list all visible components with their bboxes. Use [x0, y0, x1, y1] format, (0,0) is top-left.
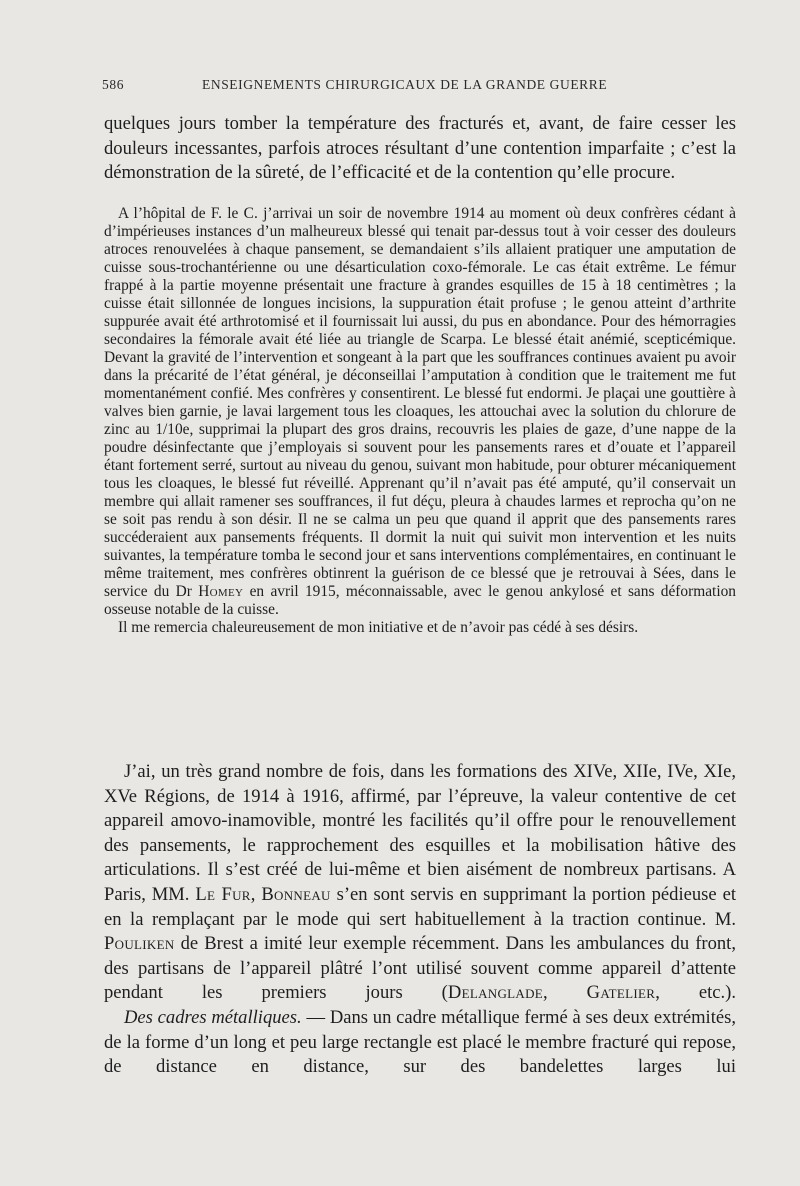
frames-text: — Dans un cadre métallique fermé à ses deux extrémités, de la forme d’un long et peu large rectangle est placé le membre fracturé qui repose, de distance en distance, sur des bandelettes larges lui — [104, 1006, 736, 1078]
sep-1: , — [250, 883, 262, 905]
case-report — [104, 205, 736, 637]
surgeon-lefur: Le Fur — [195, 883, 251, 905]
running-title: ENSEIGNEMENTS CHIRURGICAUX DE LA GRANDE GUERRE — [202, 77, 608, 92]
doctor-name: Homey — [198, 583, 244, 600]
main-text-2: s’en sont servis en supprimant la portion pédieuse et en la remplaçant par le mode qui sert habituellement à la traction continue. M. — [104, 883, 736, 930]
surgeon-bonneau: Bonneau — [261, 883, 331, 905]
case-report-end: en avril 1915, méconnaissable, avec le genou ankylosé et sans déformation osseuse notable de la cuisse. — [104, 583, 736, 618]
surgeon-gatelier: Gatelier — [586, 982, 656, 1004]
sep-2: , — [543, 982, 587, 1004]
paragraph-main — [104, 760, 736, 1080]
case-report-paragraph — [104, 205, 736, 619]
case-report-text: A l’hôpital de F. le C. j’arrivai un soir de novembre 1914 au moment où deux confrères cédant à d’impérieuses instances d’un malheureux blessé qui tenait par-dessus tout à voir cesser des douleurs atroces renouvelées à chaque pansement, se demandaient s’ils allaient pratiquer une amputation de cuisse sous-trochantérienne ou une désarticulation coxo-fémorale. Le cas était extrême. Le fémur frappé à la partie moyenne présentait une fracture à grandes esquilles de 15 à 18 centimètres ; la cuisse était sillonnée de longues incisions, la suppuration était profuse ; le genou atteint d’arthrite suppurée avait été arthrotomisé et il fournissait lui aussi, du pus en abondance. Pour des hémorragies secondaires la fémorale avait été liée au triangle de Scarpa. Le blessé était anémié, scepticémique. Devant la gravité de l’intervention et songeant à la part que les souffrances continues avaient pu avoir dans la précarité de l’état général, je déconseillai l’amputation à condition que le traitement me fut momentanément confié. Mes confrères y consentirent. Le blessé fut endormi. Je plaçai une gouttière à valves bien garnie, je lavai largement tous les cloaques, les attouchai avec la solution du chlorure de zinc au 1/10e, supprimai la plupart des gros drains, recouvris les plaies de gaze, d’une nappe de la poudre désinfectante que j’employais si souvent pour les pansements rares et d’ouate et l’appareil étant fortement serré, surtout au niveau du genou, suivant mon habitude, pour obturer mécaniquement tous les cloaques, le blessé fut réveillé. Apprenant qu’il n’avait pas été amputé, qu’il conservait un membre qui allait ramener ses souffrances, il fut déçu, pleura à chaudes larmes et reprocha qu’on ne se soit pas rendu à son désir. Il ne se calma un peu que quand il apprit que des pansements rares succéderaient aux pansements fréquents. Il dormit la nuit qui suivit mon intervention et les nuits suivantes, la température tomba le second jour et sans interventions complémentaires, en continuant le même traitement, mes confrères obtinrent la guérison de ce blessé que je retrouvai à Sées, dans le service du — [104, 205, 736, 600]
main-text-4: , etc.). — [655, 982, 736, 1004]
surgeon-delanglade: Delanglade — [447, 982, 544, 1004]
case-report-conclusion: Il me remercia chaleureusement de mon initiative et de n’avoir pas cédé à ses désirs. — [118, 619, 639, 636]
page-number: 586 — [102, 77, 125, 92]
main-text-1: J’ai, un très grand nombre de fois, dans les formations des XIVe, XIIe, IVe, XIe, XVe Régions, de 1914 à 1916, affirmé, par l’épreuve, la valeur contentive de cet appareil amovo-inamovible, montré les facilités qu’il offre pour le renouvellement des pansements, le rapprochement des esquilles et la mobilisation hâtive des articulations. Il s’est créé de lui-même et bien aisément de nombreux partisans. A Paris, MM. — [104, 761, 736, 905]
paragraph-top: quelques jours tomber la température des fracturés et, avant, de faire cesser les douleurs incessantes, parfois atroces résultant d’une contention imparfaite ; c’est la démonstration de la sûreté, de l’efficacité et de la contention qu’elle procure. — [104, 113, 736, 184]
doctor-prefix: Dr — [175, 583, 192, 600]
surgeon-pouliken: Pouliken — [104, 933, 175, 955]
section-title-frames: Des cadres métalliques. — [124, 1006, 302, 1028]
main-text-3: de Brest a imité leur exemple récemment. Dans les ambulances du front, des partisans de l’appareil plâtré l’ont utilisé souvent comme appareil d’attente pendant les premiers jours ( — [104, 933, 736, 1004]
